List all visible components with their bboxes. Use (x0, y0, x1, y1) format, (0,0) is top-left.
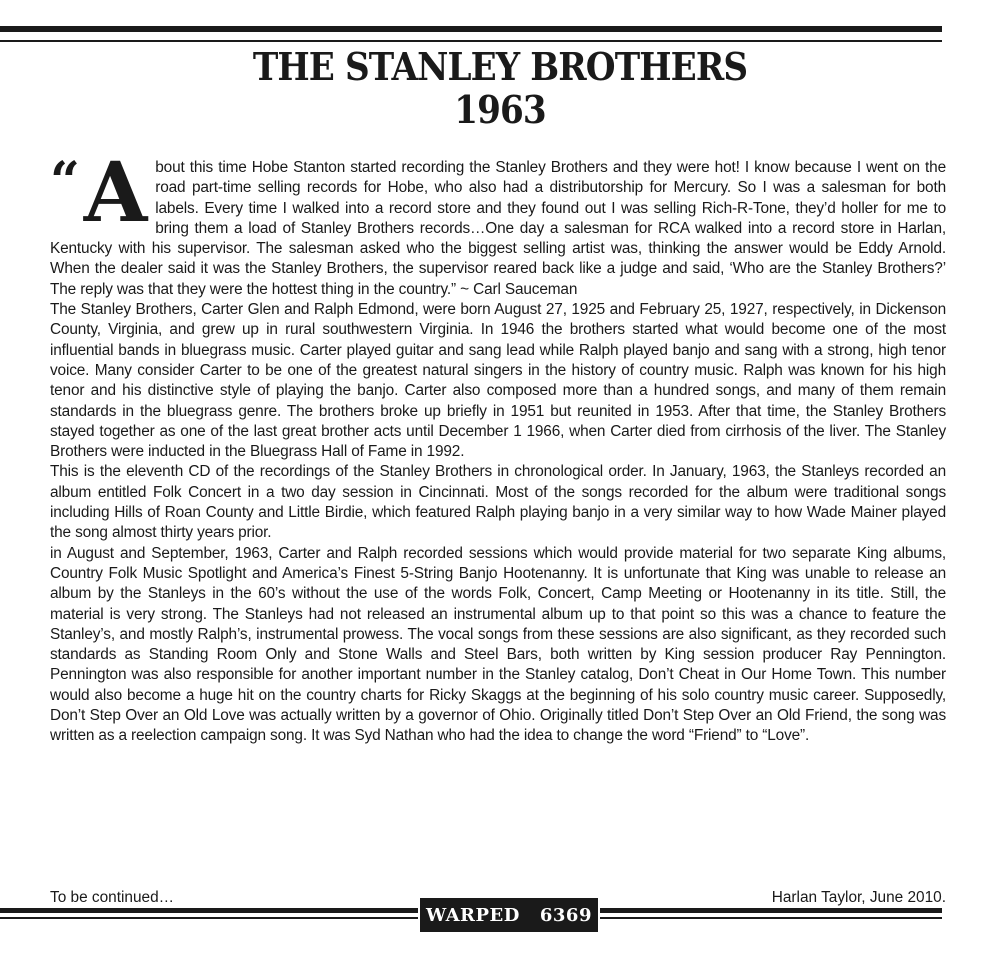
open-quote-mark: “ (50, 151, 80, 212)
label-name: WARPED (426, 904, 520, 926)
paragraph-biography: The Stanley Brothers, Carter Glen and Ralph Edmond, were born August 27, 1925 and February 25, 1927, respectively, in Dickenson County, Virginia, and grew up in rural southwestern Virginia. In 1946 the brothers started what would become one of the most influential bands in bluegrass music. Carter played guitar and sang lead while Ralph played banjo and sang with a strong, high tenor voice. Many consider Carter to be one of the greatest natural singers in the history of country music. Ralph was known for his high tenor and his distinctive style of playing the banjo. Carter also composed more than a hundred songs, and many of them remain standards in the bluegrass genre. The brothers broke up briefly in 1951 but reunited in 1953. After that time, the Stanley Brothers stayed together as one of the last great brother acts until December 1 1966, when Carter died from cirrhosis of the liver. The Stanley Brothers were inducted in the Bluegrass Hall of Fame in 1992. (50, 301, 946, 461)
bottom-rule-right-thick (600, 908, 942, 913)
bottom-rule-right-thin (600, 917, 942, 919)
top-rule-thick (0, 26, 942, 32)
paragraph-king-sessions: in August and September, 1963, Carter and Ralph recorded sessions which would provide material for two separate King albums, Country Folk Music Spotlight and America’s Finest 5-String Banjo Hootenanny. It is unfortunate that King was unable to release an album by the Stanleys in the 60’s without the use of the words Folk, Concert, Camp Meeting or Hootenanny in its title. Still, the material is very strong. The Stanleys had not released an instrumental album up to that point so this was a chance to feature the Stanley’s, and mostly Ralph’s, instrumental prowess. The vocal songs from these sessions are also significant, as they recorded such standards as Standing Room Only and Stone Walls and Steel Bars, both written by King session producer Ray Pennington. Pennington was also responsible for another important number in the Stanley catalog, Don’t Cheat in Our Home Town. This number would also become a huge hit on the country charts for Ricky Skaggs at the beginning of his solo country music career. Supposedly, Don’t Step Over an Old Love was actually written by a governor of Ohio. Originally titled Don’t Step Over an Old Friend, the song was written as a reelection campaign song. It was Syd Nathan who had the idea to change the word “Friend” to “Love”. (50, 544, 946, 745)
title-line-2: 1963 (454, 87, 546, 132)
drop-cap: A (83, 145, 148, 241)
top-rule-thin (0, 40, 942, 42)
title-line-1: THE STANLEY BROTHERS (252, 44, 748, 89)
bottom-rule-left-thick (0, 908, 418, 913)
page-title (0, 46, 1000, 132)
liner-notes-body (50, 145, 946, 747)
author-byline: Harlan Taylor, June 2010. (771, 889, 946, 906)
catalog-badge (420, 898, 598, 932)
opening-quote-paragraph (50, 145, 946, 300)
to-be-continued: To be continued… (50, 889, 175, 906)
catalog-number: 6369 (539, 904, 592, 926)
bottom-rule-left-thin (0, 917, 418, 919)
opening-quote-text: bout this time Hobe Stanton started recording the Stanley Brothers and they were hot! I know because I went on the road part-time selling records for Hobe, who also had a distributorship for Mercury. So I was a salesman for both labels. Every time I walked into a record store and they found out I was selling Rich-R-Tone, they’d holler for me to bring them a load of Stanley Brothers records…One day a salesman for RCA walked into a record store in Harlan, Kentucky with his supervisor. The salesman asked who the biggest selling artist was, thinking the answer would be Eddy Arnold. When the dealer said it was the Stanley Brothers, the supervisor reared back like a judge and said, ‘Who are the Stanley Brothers?’ The reply was that they were the hottest thing in the country.” ~ Carl Sauceman (50, 159, 946, 298)
paragraph-folk-concert: This is the eleventh CD of the recordings of the Stanley Brothers in chronological order. In January, 1963, the Stanleys recorded an album entitled Folk Concert in a two day session in Cincinnati. Most of the songs recorded for the album were traditional songs including Hills of Roan County and Little Birdie, which featured Ralph playing banjo in a very similar way to how Wade Mainer played the song almost thirty years prior. (50, 463, 946, 542)
